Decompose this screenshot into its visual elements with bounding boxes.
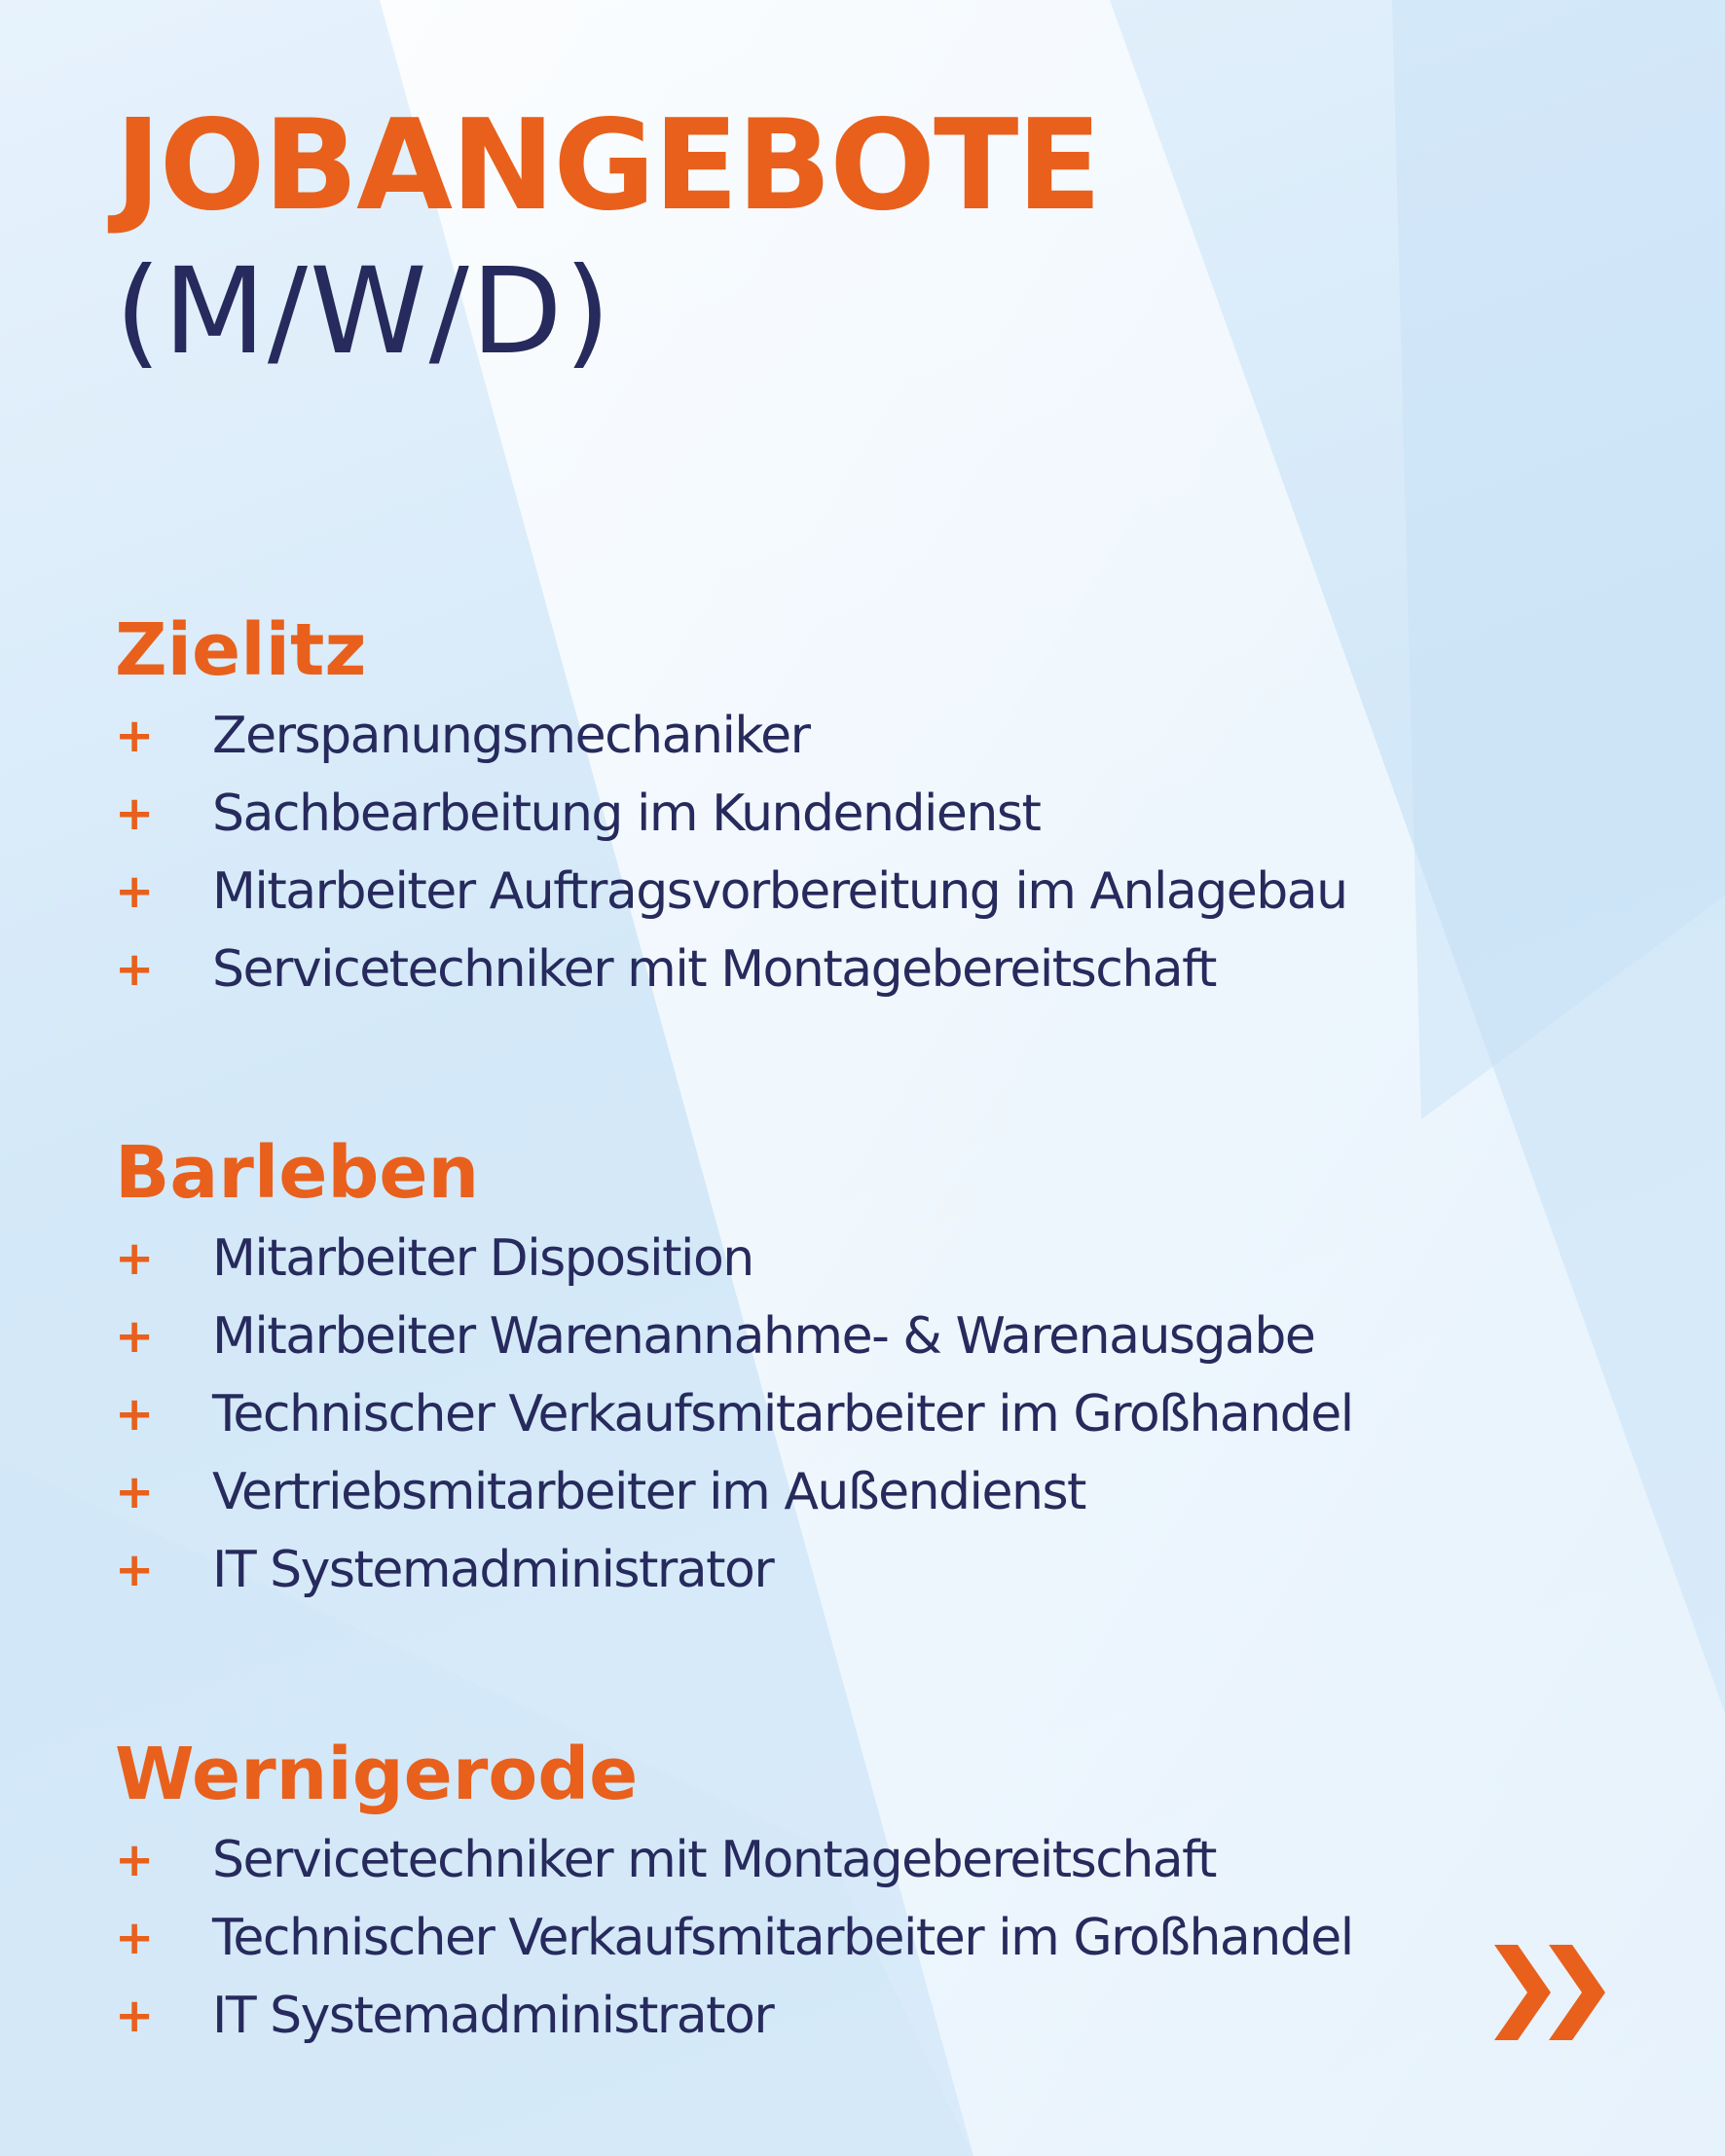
plus-icon: + — [115, 1387, 155, 1442]
list-item — [115, 853, 1633, 931]
plus-icon: + — [115, 786, 155, 841]
list-item — [115, 1453, 1633, 1531]
section-zielitz — [115, 603, 1633, 1008]
list-item — [115, 1531, 1633, 1609]
plus-icon: + — [115, 709, 155, 763]
section-wernigerode — [115, 1728, 1633, 2055]
plus-icon: + — [115, 1231, 155, 1286]
job-title: Technischer Verkaufsmitarbeiter im Großhandel — [212, 1909, 1353, 1967]
job-title: Servicetechniker mit Montagebereitschaft — [212, 1831, 1216, 1889]
job-list-wernigerode — [115, 1821, 1633, 2055]
chevron-left-part — [1494, 1945, 1551, 2040]
job-title: Mitarbeiter Auftragsvorbereitung im Anlagebau — [212, 862, 1347, 921]
job-title: IT Systemadministrator — [212, 1541, 774, 1599]
plus-icon: + — [115, 1911, 155, 1965]
job-title: Vertriebsmitarbeiter im Außendienst — [212, 1463, 1085, 1521]
section-title-barleben: Barleben — [115, 1131, 480, 1215]
job-title: Servicetechniker mit Montagebereitschaft — [212, 940, 1216, 999]
list-item — [115, 931, 1633, 1008]
plus-icon: + — [115, 1309, 155, 1364]
list-item — [115, 1375, 1633, 1453]
list-item — [115, 1899, 1633, 1977]
plus-icon: + — [115, 1833, 155, 1887]
list-item — [115, 697, 1633, 775]
section-title-wernigerode: Wernigerode — [115, 1733, 639, 1816]
plus-icon: + — [115, 1543, 155, 1597]
page-subtitle: (M/W/D) — [115, 242, 613, 381]
list-item — [115, 1220, 1633, 1297]
list-item — [115, 775, 1633, 853]
list-item — [115, 1977, 1633, 2055]
job-title: IT Systemadministrator — [212, 1987, 774, 2045]
job-title: Zerspanungsmechaniker — [212, 707, 810, 765]
job-title: Technischer Verkaufsmitarbeiter im Großhandel — [212, 1385, 1353, 1443]
list-item — [115, 1821, 1633, 1899]
double-chevron-right-icon[interactable] — [1494, 1937, 1616, 2049]
plus-icon: + — [115, 1989, 155, 2043]
chevron-right-part — [1549, 1945, 1605, 2040]
job-title: Mitarbeiter Disposition — [212, 1229, 753, 1288]
section-barleben — [115, 1126, 1633, 1609]
page-title: JOBANGEBOTE — [115, 93, 1100, 238]
job-list-zielitz — [115, 697, 1633, 1008]
job-title: Sachbearbeitung im Kundendienst — [212, 785, 1041, 843]
job-list-barleben — [115, 1220, 1633, 1609]
section-title-zielitz: Zielitz — [115, 608, 367, 692]
job-title: Mitarbeiter Warenannahme- & Warenausgabe — [212, 1307, 1315, 1366]
plus-icon: + — [115, 864, 155, 919]
list-item — [115, 1297, 1633, 1375]
plus-icon: + — [115, 1465, 155, 1519]
plus-icon: + — [115, 942, 155, 997]
